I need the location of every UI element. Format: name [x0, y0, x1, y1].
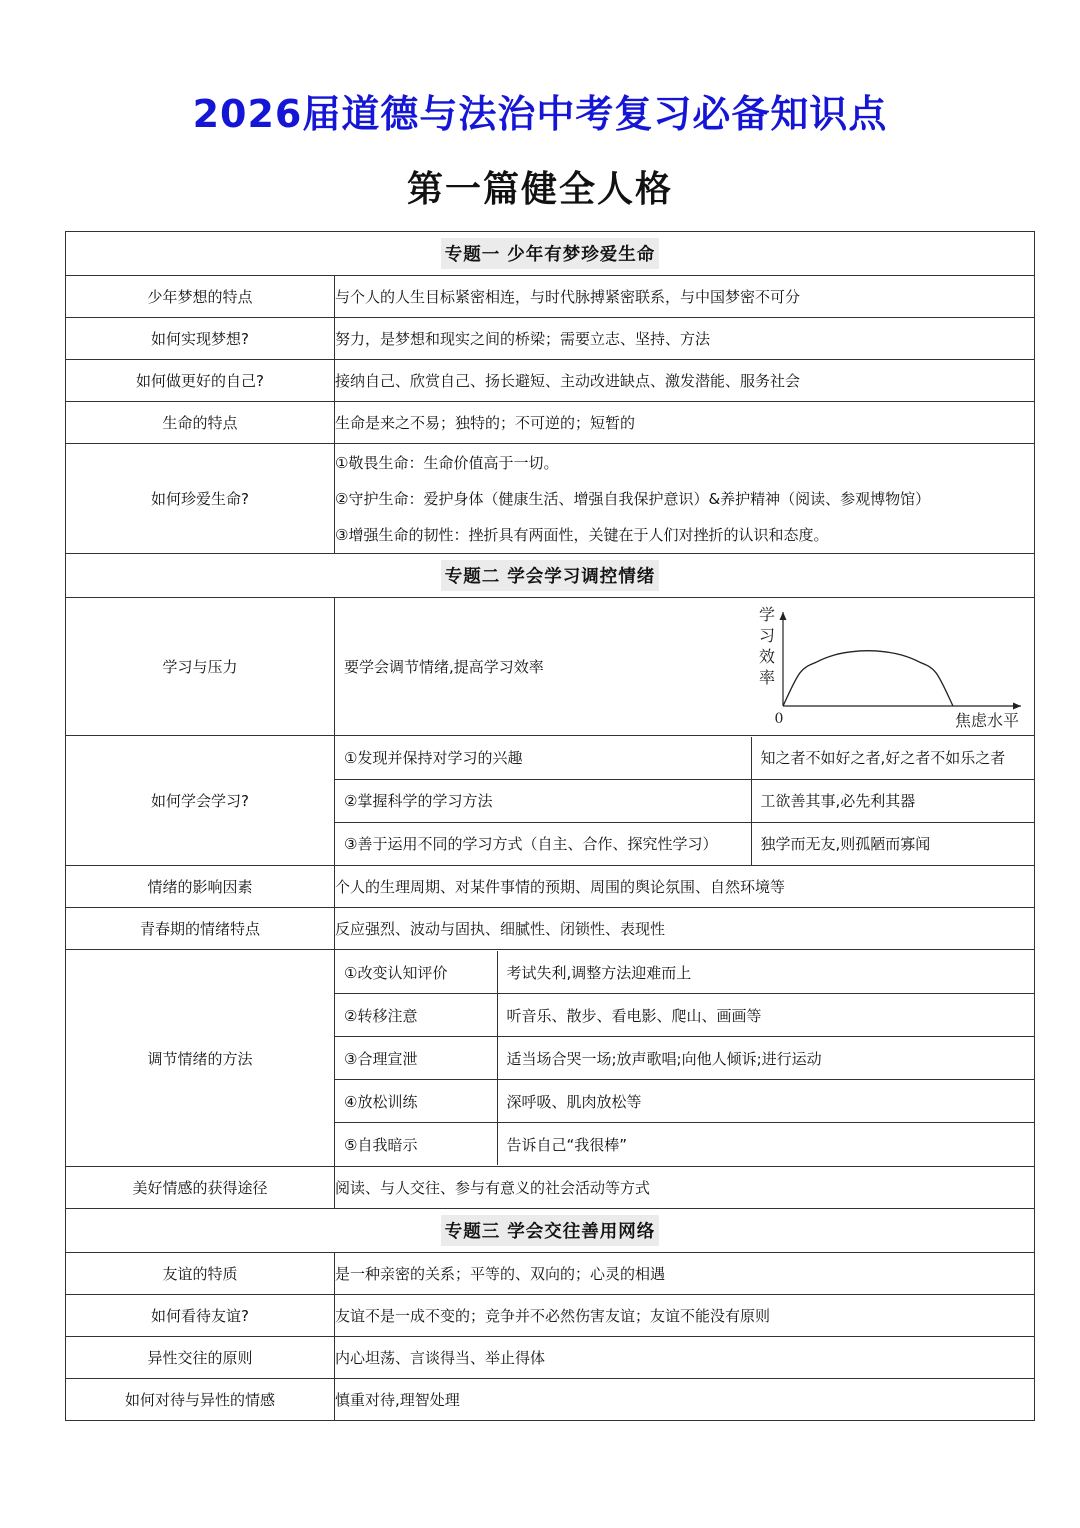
table-row — [66, 908, 1035, 950]
row-content — [335, 950, 1035, 1167]
regulate-method: ①改变认知评价 — [335, 951, 497, 994]
section-title: 专题三 学会交往善用网络 — [441, 1215, 660, 1246]
regulate-method: ③合理宣泄 — [335, 1037, 497, 1080]
regulate-method-row — [335, 1123, 1034, 1166]
row-label: 少年梦想的特点 — [66, 276, 335, 318]
table-row — [66, 1167, 1035, 1209]
table-row — [66, 1379, 1035, 1421]
y-axis-label-char: 效 — [758, 647, 776, 666]
row-content: 努力，是梦想和现实之间的桥梁；需要立志、坚持、方法 — [335, 318, 1035, 360]
row-content: 友谊不是一成不变的；竞争并不必然伤害友谊；友谊不能没有原则 — [335, 1295, 1035, 1337]
learn-method-row — [335, 822, 1034, 865]
row-label: 情绪的影响因素 — [66, 866, 335, 908]
row-label: 调节情绪的方法 — [66, 950, 335, 1167]
regulate-method-row — [335, 1037, 1034, 1080]
table-row — [66, 866, 1035, 908]
regulate-example: 告诉自己“我很棒” — [506, 1135, 628, 1154]
learn-method-row — [335, 779, 1034, 822]
y-axis-label-char: 率 — [758, 668, 776, 687]
page-title: 2026届道德与法治中考复习必备知识点 — [192, 92, 888, 136]
regulate-method-row — [335, 994, 1034, 1037]
regulate-method: ②转移注意 — [335, 994, 497, 1037]
table-row — [66, 276, 1035, 318]
row-label: 学习与压力 — [66, 598, 335, 736]
row-content — [335, 598, 1035, 736]
row-label: 美好情感的获得途径 — [66, 1167, 335, 1209]
section-header — [66, 554, 1035, 598]
row-content: 与个人的人生目标紧密相连，与时代脉搏紧密联系，与中国梦密不可分 — [335, 276, 1035, 318]
row-label: 如何做更好的自己? — [66, 360, 335, 402]
regulate-method-row — [335, 951, 1034, 994]
table-row — [66, 1295, 1035, 1337]
row-content: 内心坦荡、言谈得当、举止得体 — [335, 1337, 1035, 1379]
learn-quote: 知之者不如好之者,好之者不如乐之者 — [751, 737, 1034, 780]
knowledge-table — [65, 231, 1035, 1421]
row-content: 接纳自己、欣赏自己、扬长避短、主动改进缺点、激发潜能、服务社会 — [335, 360, 1035, 402]
row-content: 个人的生理周期、对某件事情的预期、周围的舆论氛围、自然环境等 — [335, 866, 1035, 908]
section-header — [66, 232, 1035, 276]
table-row — [66, 736, 1035, 866]
row-content — [335, 736, 1035, 866]
y-axis-label-char: 习 — [758, 626, 776, 645]
row-label: 友谊的特质 — [66, 1253, 335, 1295]
row-label: 如何实现梦想? — [66, 318, 335, 360]
learn-quote: 工欲善其事,必先利其器 — [751, 779, 1034, 822]
table-row — [66, 598, 1035, 736]
learn-quote: 独学而无友,则孤陋而寡闻 — [760, 835, 931, 853]
table-row — [66, 950, 1035, 1167]
row-content — [335, 444, 1035, 554]
content-line: ①敬畏生命：生命价值高于一切。 — [335, 453, 559, 472]
efficiency-curve — [783, 651, 953, 706]
content-line: ②守护生命：爱护身体（健康生活、增强自我保护意识）&养护精神（阅读、参观博物馆） — [335, 489, 931, 508]
learn-method: ①发现并保持对学习的兴趣 — [335, 737, 751, 780]
y-axis-label-char: 学 — [758, 605, 776, 624]
content-line: ③增强生命的韧性：挫折具有两面性，关键在于人们对挫折的认识和态度。 — [335, 525, 829, 544]
row-label: 如何看待友谊? — [66, 1295, 335, 1337]
regulate-example: 深呼吸、肌肉放松等 — [497, 1080, 1034, 1123]
table-row — [66, 1337, 1035, 1379]
table-row — [66, 444, 1035, 554]
regulate-method-row — [335, 1080, 1034, 1123]
learn-method: ③善于运用不同的学习方式（自主、合作、探究性学习） — [335, 822, 751, 865]
anxiety-efficiency-chart — [751, 598, 1034, 731]
row-content: 慎重对待,理智处理 — [335, 1379, 1035, 1421]
y-axis-arrow — [780, 612, 787, 620]
table-row — [66, 402, 1035, 444]
row-content: 阅读、与人交往、参与有意义的社会活动等方式 — [335, 1167, 1035, 1209]
table-row — [66, 360, 1035, 402]
section-title: 专题一 少年有梦珍爱生命 — [441, 238, 660, 269]
regulate-example: 考试失利,调整方法迎难而上 — [497, 951, 1034, 994]
row-content-text: 要学会调节情绪,提高学习效率 — [344, 658, 544, 676]
learn-method: ②掌握科学的学习方法 — [335, 779, 751, 822]
section-title: 专题二 学会学习调控情绪 — [441, 560, 660, 591]
regulate-method: ⑤自我暗示 — [335, 1123, 497, 1166]
row-content: 是一种亲密的关系；平等的、双向的；心灵的相遇 — [335, 1253, 1035, 1295]
anxiety-efficiency-chart-cell — [751, 598, 1034, 735]
row-label: 如何对待与异性的情感 — [66, 1379, 335, 1421]
row-label: 如何学会学习? — [66, 736, 335, 866]
origin-label: 0 — [774, 711, 784, 727]
table-row — [66, 318, 1035, 360]
table-row — [66, 1253, 1035, 1295]
section-header — [66, 1209, 1035, 1253]
row-content: 反应强烈、波动与固执、细腻性、闭锁性、表现性 — [335, 908, 1035, 950]
x-axis-label: 焦虑水平 — [954, 711, 1019, 730]
learn-method-row — [335, 737, 1034, 780]
row-label: 生命的特点 — [66, 402, 335, 444]
regulate-method: ④放松训练 — [335, 1080, 497, 1123]
row-label: 青春期的情绪特点 — [66, 908, 335, 950]
regulate-example: 听音乐、散步、看电影、爬山、画画等 — [497, 994, 1034, 1037]
regulate-example: 适当场合哭一场;放声歌唱;向他人倾诉;进行运动 — [497, 1037, 1034, 1080]
x-axis-arrow — [1013, 703, 1021, 710]
row-label: 如何珍爱生命? — [66, 444, 335, 554]
row-content: 生命是来之不易；独特的；不可逆的；短暂的 — [335, 402, 1035, 444]
row-label: 异性交往的原则 — [66, 1337, 335, 1379]
part-title: 第一篇健全人格 — [406, 169, 673, 210]
